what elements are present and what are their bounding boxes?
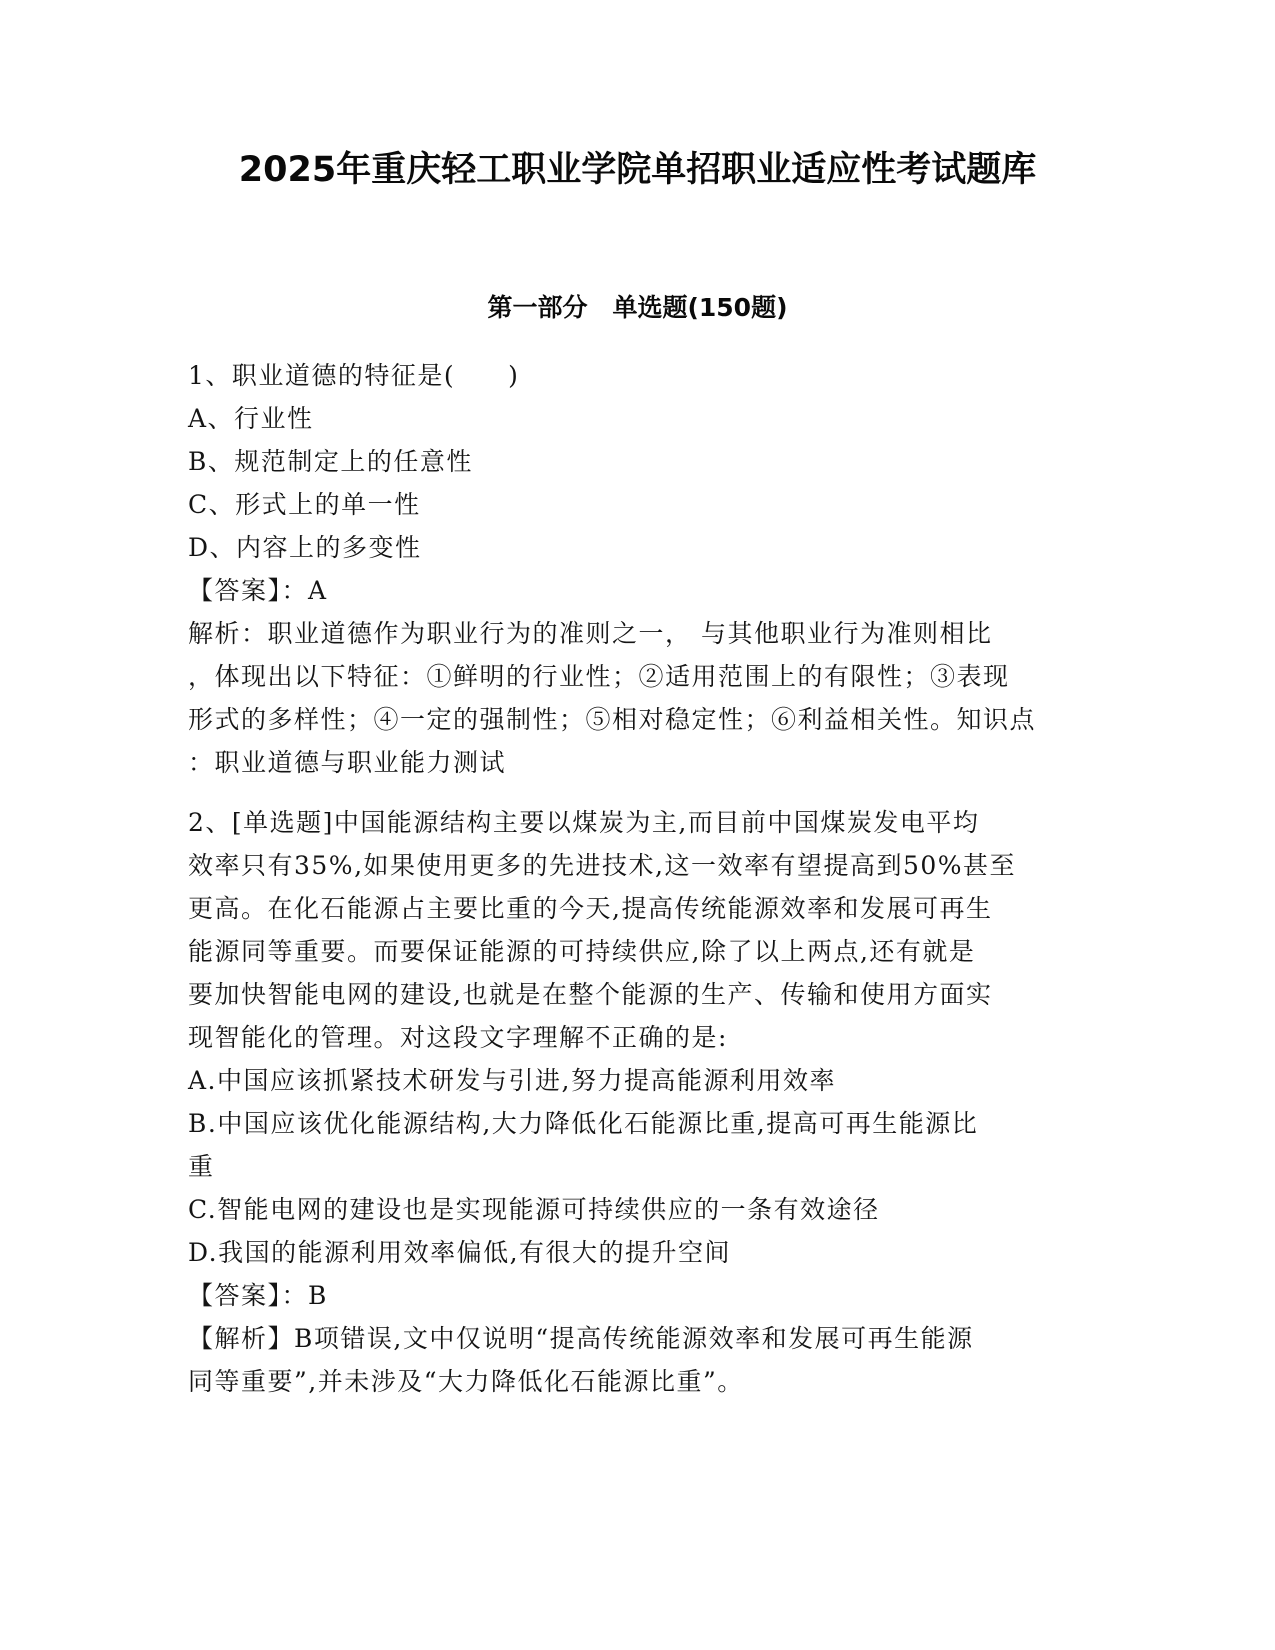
- question-2-answer: 【答案】：B: [188, 1281, 328, 1310]
- question-2-option-b-cont: 重: [188, 1152, 215, 1181]
- question-1-explanation-line: 形式的多样性；④一定的强制性；⑤相对稳定性；⑥利益相关性。知识点: [188, 705, 1037, 734]
- question-list: [188, 354, 1078, 1403]
- question-1: [188, 354, 1078, 784]
- question-2-option-d: D.我国的能源利用效率偏低,有很大的提升空间: [188, 1238, 732, 1267]
- document-title: 2025年重庆轻工职业学院单招职业适应性考试题库: [238, 150, 1037, 190]
- question-2-stem-line: 要加快智能电网的建设,也就是在整个能源的生产、传输和使用方面实: [188, 980, 993, 1009]
- question-1-option-c: C、形式上的单一性: [188, 490, 421, 519]
- question-2-stem-line: 效率只有35%,如果使用更多的先进技术,这一效率有望提高到50%甚至: [188, 851, 1017, 880]
- question-2-stem-line: 更高。在化石能源占主要比重的今天,提高传统能源效率和发展可再生: [188, 894, 993, 923]
- question-2-option-c: C.智能电网的建设也是实现能源可持续供应的一条有效途径: [188, 1195, 880, 1224]
- question-1-option-a: A、行业性: [188, 404, 314, 433]
- question-2-stem-line: 2、[单选题]中国能源结构主要以煤炭为主,而目前中国煤炭发电平均: [188, 808, 980, 837]
- question-2-option-b: B.中国应该优化能源结构,大力降低化石能源比重,提高可再生能源比: [188, 1109, 979, 1138]
- question-2: [188, 801, 1078, 1403]
- question-1-option-b: B、规范制定上的任意性: [188, 447, 473, 476]
- question-1-stem: 1、职业道德的特征是( ): [188, 361, 520, 390]
- section-title: 第一部分 单选题(150题): [487, 293, 788, 322]
- question-1-explanation-line: ，体现出以下特征：①鲜明的行业性；②适用范围上的有限性；③表现: [188, 662, 1010, 691]
- question-1-explanation-line: ：职业道德与职业能力测试: [188, 748, 507, 777]
- question-1-answer: 【答案】：A: [188, 576, 328, 605]
- question-spacer: [188, 784, 1078, 801]
- question-2-stem-line: 现智能化的管理。对这段文字理解不正确的是:: [188, 1023, 728, 1052]
- question-2-explanation-line: 【解析】B项错误,文中仅说明“提高传统能源效率和发展可再生能源: [188, 1324, 974, 1353]
- question-2-option-a: A.中国应该抓紧技术研发与引进,努力提高能源利用效率: [188, 1066, 836, 1095]
- question-2-explanation-line: 同等重要”,并未涉及“大力降低化石能源比重”。: [188, 1367, 744, 1396]
- question-1-option-d: D、内容上的多变性: [188, 533, 422, 562]
- question-1-explanation-line: 解析：职业道德作为职业行为的准则之一， 与其他职业行为准则相比: [188, 619, 993, 648]
- question-2-stem-line: 能源同等重要。而要保证能源的可持续供应,除了以上两点,还有就是: [188, 937, 976, 966]
